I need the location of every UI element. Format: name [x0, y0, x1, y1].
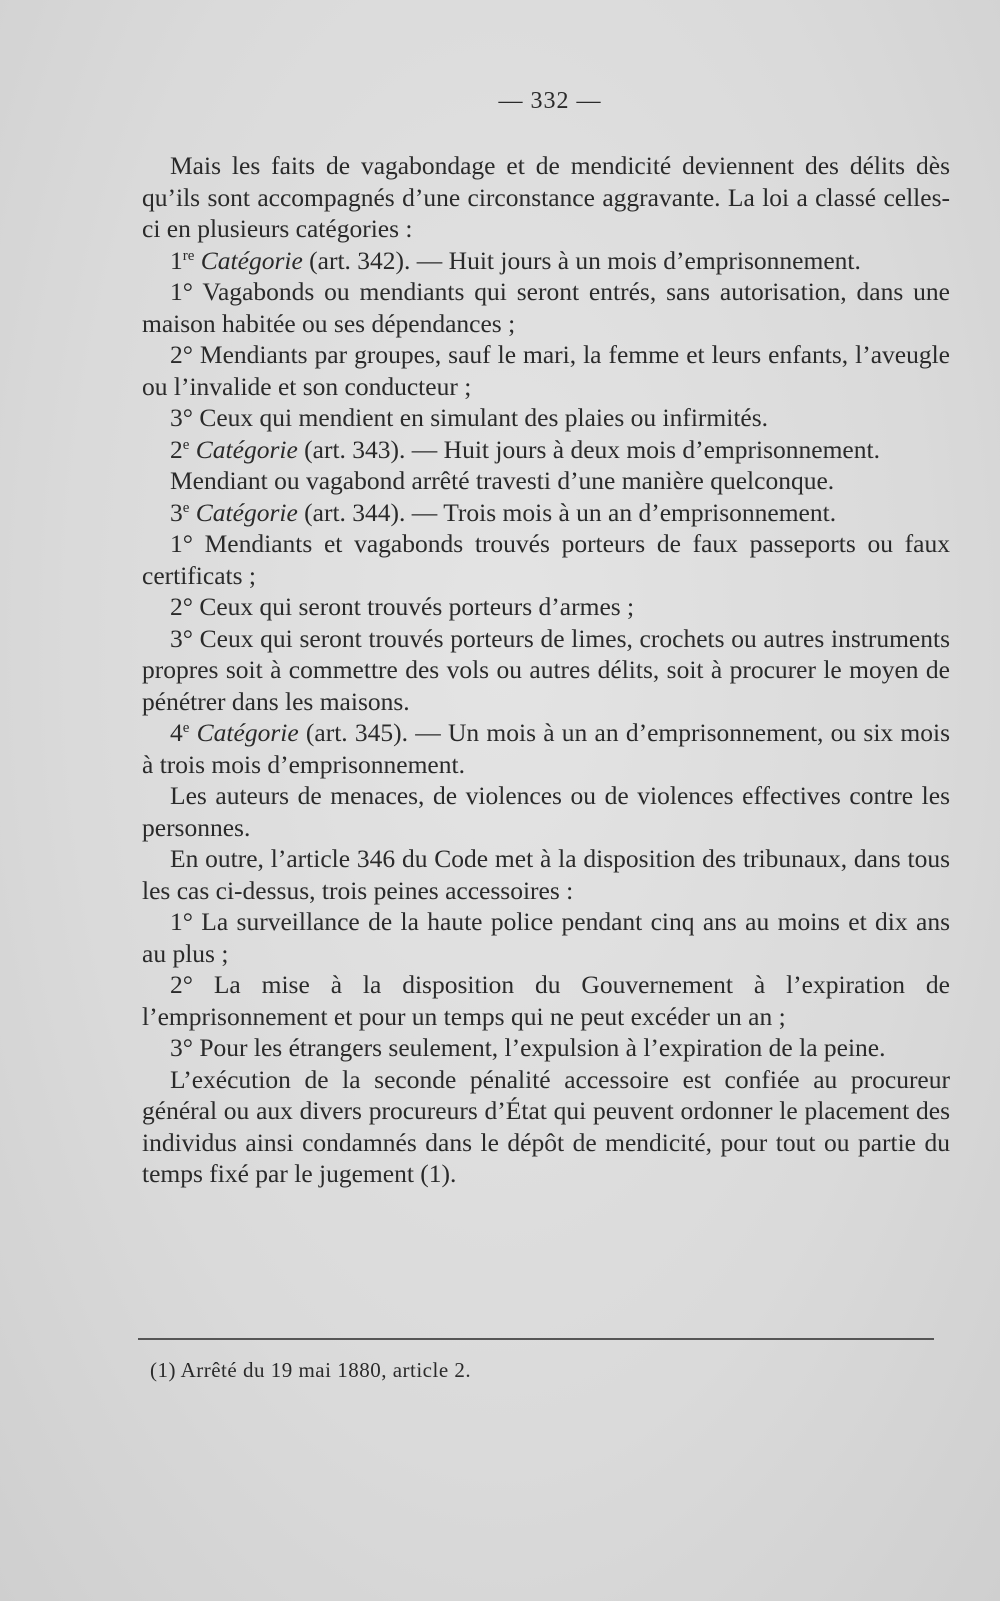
body-text — [142, 150, 950, 1190]
footnote-rule — [138, 1338, 934, 1340]
category-1-heading — [142, 245, 950, 277]
category-3-item-2: 2° Ceux qui seront trouvés porteurs d’armes ; — [170, 592, 635, 621]
accessory-item-2: 2° La mise à la disposition du Gouvernement à l’expiration de l’emprisonnement et pour un temps qui ne peut excéder un an ; — [142, 970, 950, 1031]
category-1-item-1: 1° Vagabonds ou mendiants qui seront entrés, sans autorisation, dans une maison habitée ou ses dépendances ; — [142, 277, 950, 338]
category-1-ordinal: re — [182, 247, 195, 264]
accessory-item-3: 3° Pour les étrangers seulement, l’expulsion à l’expiration de la peine. — [170, 1033, 886, 1062]
category-3-ordinal: e — [182, 499, 190, 516]
category-3-heading — [142, 497, 950, 529]
category-1-penalty: (art. 342). — Huit jours à un mois d’emprisonnement. — [302, 245, 861, 275]
category-1-item-2: 2° Mendiants par groupes, sauf le mari, la femme et leurs enfants, l’aveugle ou l’invalide et son conducteur ; — [142, 340, 950, 401]
category-4-ordinal: e — [182, 720, 190, 736]
category-2-penalty: (art. 343). — Huit jours à deux mois d’emprisonnement. — [297, 434, 880, 464]
category-2-heading — [142, 434, 950, 466]
category-4-number: 4 — [170, 718, 183, 747]
category-4-penalty: (art. 345). — Un mois à un an d’emprisonnement, ou six mois à trois mois d’emprisonnement. — [142, 718, 951, 779]
category-3-label: Catégorie — [195, 497, 298, 527]
category-2-label: Catégorie — [195, 434, 298, 464]
page-number: — 332 — — [498, 88, 602, 114]
category-2-ordinal: e — [182, 436, 190, 453]
category-4-heading — [142, 717, 950, 780]
category-1-item-3: 3° Ceux qui mendient en simulant des plaies ou infirmités. — [170, 403, 769, 432]
paragraph-en-outre: En outre, l’article 346 du Code met à la disposition des tribunaux, dans tous les cas ci-dessus, trois peines accessoires : — [142, 844, 950, 905]
footnote: (1) Arrêté du 19 mai 1880, article 2. — [150, 1358, 472, 1382]
category-3-item-3: 3° Ceux qui seront trouvés porteurs de limes, crochets ou autres instruments propres soit à commettre des vols ou autres délits, soit à procurer le moyen de pénétrer dans les maisons. — [142, 623, 950, 716]
accessory-item-1: 1° La surveillance de la haute police pendant cinq ans au moins et dix ans au plus ; — [142, 907, 950, 968]
category-2-number: 2 — [170, 434, 183, 464]
category-2-text: Mendiant ou vagabond arrêté travesti d’une manière quelconque. — [170, 466, 835, 495]
category-3-penalty: (art. 344). — Trois mois à un an d’emprisonnement. — [297, 497, 837, 527]
category-4-text: Les auteurs de menaces, de violences ou de violences effectives contre les personnes. — [142, 781, 950, 842]
category-1-label: Catégorie — [200, 245, 303, 275]
category-3-number: 3 — [170, 497, 183, 527]
paragraph-execution: L’exécution de la seconde pénalité accessoire est confiée au procureur général ou aux divers procureurs d’État qui peuvent ordonner le placement des individus ainsi condamnés dans le dépôt de mendicité, pour tout ou partie du temps fixé par le jugement (1). — [142, 1064, 950, 1188]
category-3-item-1: 1° Mendiants et vagabonds trouvés porteurs de faux passeports ou faux certificats ; — [142, 529, 950, 590]
paragraph-intro: Mais les faits de vagabondage et de mendicité deviennent des délits dès qu’ils sont accompagnés d’une circonstance aggravante. La loi a classé celles-ci en plusieurs catégories : — [142, 151, 950, 243]
category-4-label: Catégorie — [196, 718, 299, 747]
category-1-number: 1 — [170, 245, 183, 275]
